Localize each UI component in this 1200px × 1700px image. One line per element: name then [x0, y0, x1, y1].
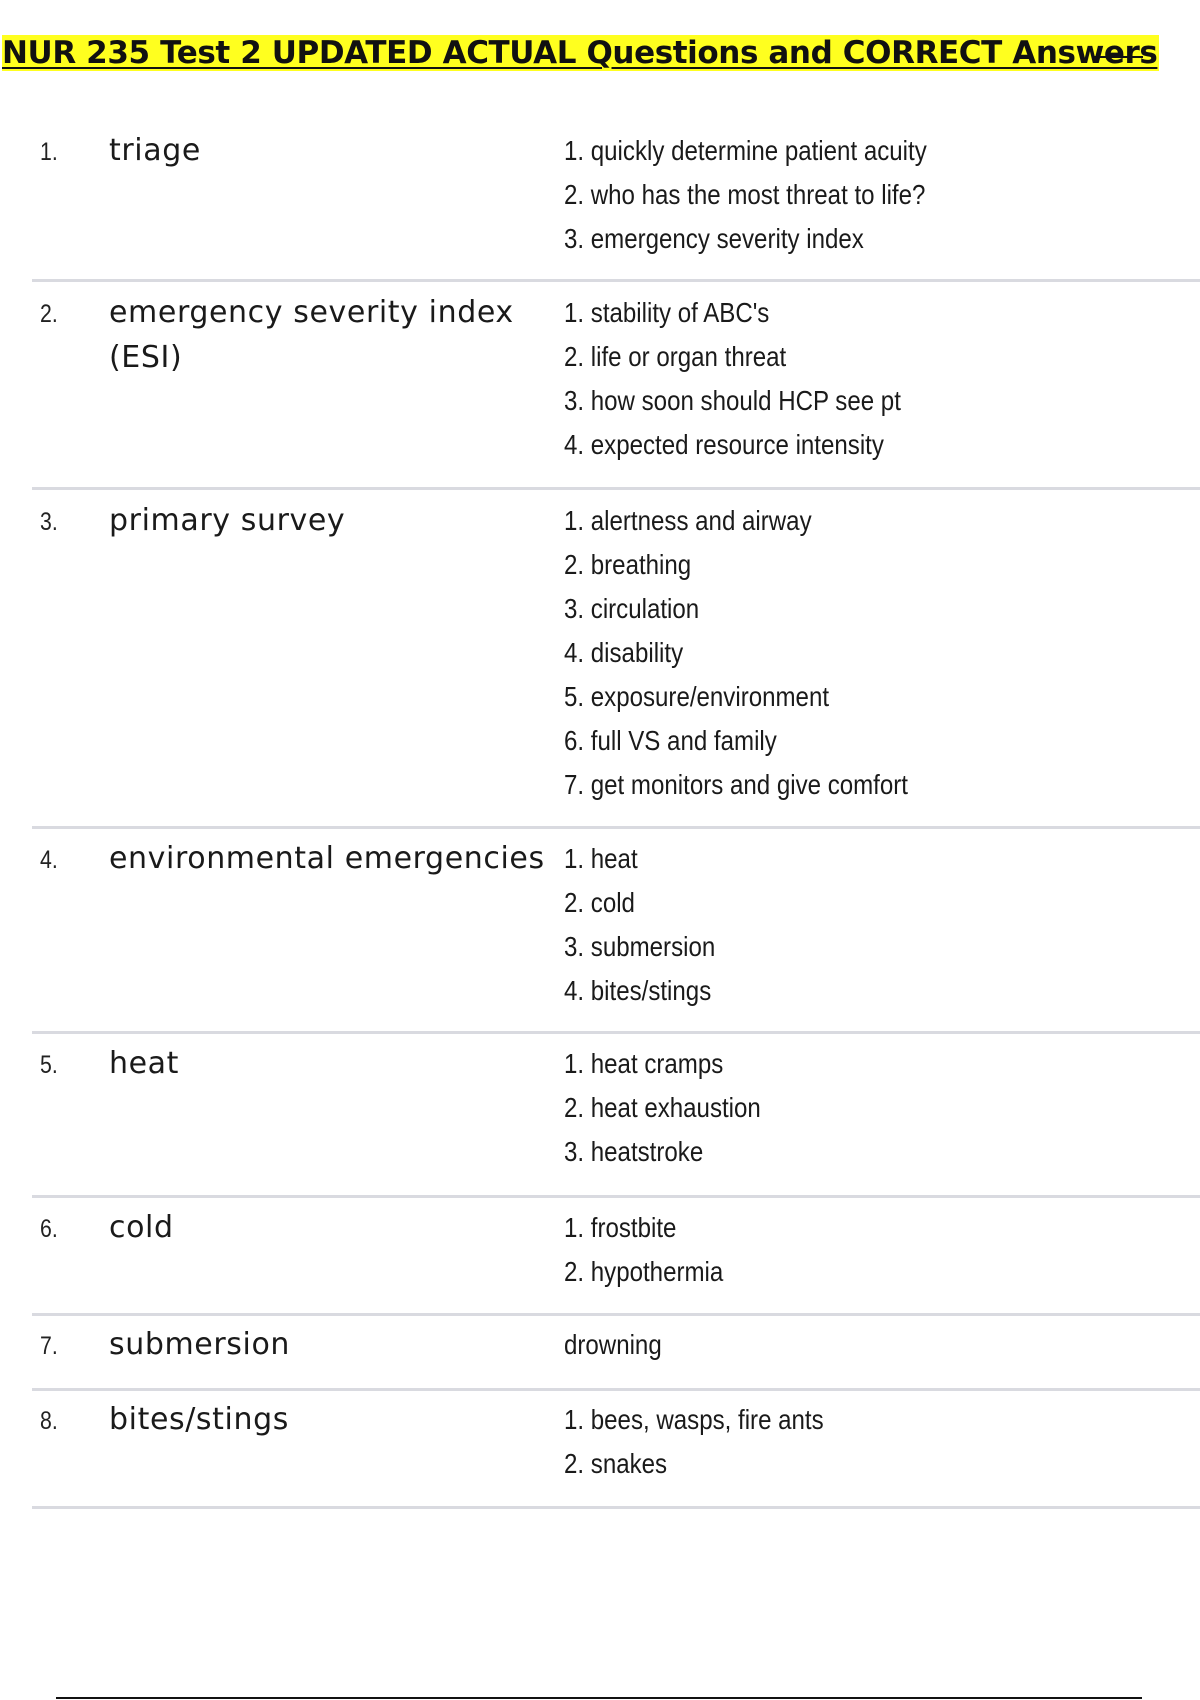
definition-line: 1. frostbite [564, 1212, 677, 1243]
definition-line: drowning [564, 1329, 662, 1360]
card-definition [564, 291, 1184, 467]
card-divider [32, 1031, 1200, 1034]
card-number: 4. [40, 846, 58, 874]
definition-line: 2. who has the most threat to life? [564, 179, 926, 210]
card-term: emergency severity index (ESI) [109, 295, 514, 375]
definition-line: 4. bites/stings [564, 975, 712, 1006]
card-divider [32, 826, 1200, 829]
card-definition [564, 129, 1184, 261]
card-term: heat [109, 1046, 180, 1081]
definition-line: 2. cold [564, 887, 635, 918]
card-divider [32, 279, 1200, 282]
definition-line: 1. alertness and airway [564, 505, 812, 536]
definition-line: 2. heat exhaustion [564, 1092, 761, 1123]
definition-line: 4. expected resource intensity [564, 429, 884, 460]
footer-rule [56, 1697, 1142, 1699]
definition-line: 3. submersion [564, 931, 716, 962]
card-number: 2. [40, 300, 58, 328]
card-term: primary survey [109, 503, 346, 538]
card-number: 6. [40, 1215, 58, 1243]
card-number: 1. [40, 138, 58, 166]
definition-line: 2. breathing [564, 549, 692, 580]
definition-line: 3. how soon should HCP see pt [564, 385, 901, 416]
definition-line: 2. life or organ threat [564, 341, 787, 372]
card-divider [32, 1506, 1200, 1509]
definition-line: 6. full VS and family [564, 725, 777, 756]
definition-line: 4. disability [564, 637, 684, 668]
card-divider [32, 1388, 1200, 1391]
card-number: 8. [40, 1407, 58, 1435]
card-term: submersion [109, 1327, 291, 1362]
card-number: 7. [40, 1332, 58, 1360]
title-trailing-rule [1093, 56, 1143, 58]
definition-line: 7. get monitors and give comfort [564, 769, 908, 800]
card-term: bites/stings [109, 1402, 289, 1437]
card-definition [564, 1323, 1184, 1367]
card-divider [32, 487, 1200, 490]
card-number: 5. [40, 1051, 58, 1079]
definition-line: 3. heatstroke [564, 1136, 704, 1167]
card-divider [32, 1195, 1200, 1198]
definition-line: 1. heat cramps [564, 1048, 724, 1079]
definition-line: 1. bees, wasps, fire ants [564, 1404, 824, 1435]
card-definition [564, 837, 1184, 1013]
card-term: environmental emergencies [109, 841, 545, 876]
document-title-text: NUR 235 Test 2 UPDATED ACTUAL Questions and CORRECT Answers [2, 35, 1158, 71]
card-term: cold [109, 1210, 174, 1245]
definition-line: 3. emergency severity index [564, 223, 864, 254]
definition-line: 5. exposure/environment [564, 681, 830, 712]
card-divider [32, 1313, 1200, 1316]
definition-line: 3. circulation [564, 593, 700, 624]
card-definition [564, 499, 1184, 807]
card-definition [564, 1206, 1184, 1294]
definition-line: 2. hypothermia [564, 1256, 724, 1287]
card-definition [564, 1042, 1184, 1174]
definition-line: 2. snakes [564, 1448, 668, 1479]
card-definition [564, 1398, 1184, 1486]
definition-line: 1. stability of ABC's [564, 297, 770, 328]
definition-line: 1. heat [564, 843, 638, 874]
document-title [2, 33, 1159, 73]
definition-line: 1. quickly determine patient acuity [564, 135, 927, 166]
card-term: triage [109, 133, 201, 168]
card-number: 3. [40, 508, 58, 536]
